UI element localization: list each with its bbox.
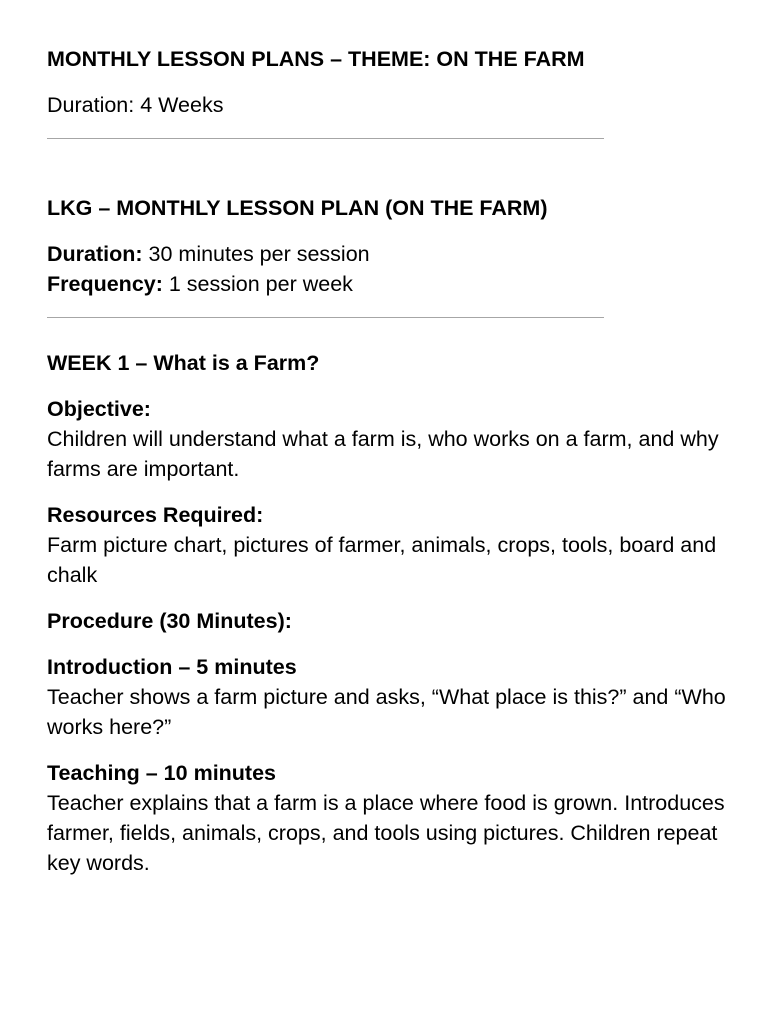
objective-label: Objective: bbox=[47, 397, 151, 421]
frequency-value: 1 session per week bbox=[162, 272, 353, 296]
lkg-heading: LKG – MONTHLY LESSON PLAN (ON THE FARM) bbox=[47, 196, 548, 220]
duration-value: 30 minutes per session bbox=[142, 242, 370, 266]
introduction-label: Introduction – 5 minutes bbox=[47, 655, 297, 679]
teaching-text: Teacher explains that a farm is a place where food is grown. Introduces farmer, fields, animals, crops, and tools using pictures. Children repeat key words. bbox=[47, 791, 725, 875]
procedure-label: Procedure (30 Minutes): bbox=[47, 609, 292, 633]
objective-text: Children will understand what a farm is, who works on a farm, and why farms are important. bbox=[47, 427, 719, 481]
document-title: MONTHLY LESSON PLANS – THEME: ON THE FARM bbox=[47, 47, 585, 71]
session-frequency bbox=[47, 269, 737, 299]
document-body bbox=[47, 44, 737, 878]
divider-2 bbox=[47, 317, 604, 318]
resources-label: Resources Required: bbox=[47, 503, 264, 527]
frequency-label: Frequency: bbox=[47, 272, 163, 296]
week1-heading: WEEK 1 – What is a Farm? bbox=[47, 351, 320, 375]
overall-duration: Duration: 4 Weeks bbox=[47, 93, 224, 117]
divider-1 bbox=[47, 138, 604, 139]
teaching-label: Teaching – 10 minutes bbox=[47, 761, 277, 785]
session-duration bbox=[47, 239, 737, 269]
duration-label: Duration: bbox=[47, 242, 143, 266]
resources-text: Farm picture chart, pictures of farmer, animals, crops, tools, board and chalk bbox=[47, 533, 717, 587]
introduction-text: Teacher shows a farm picture and asks, “What place is this?” and “Who works here?” bbox=[47, 685, 726, 739]
